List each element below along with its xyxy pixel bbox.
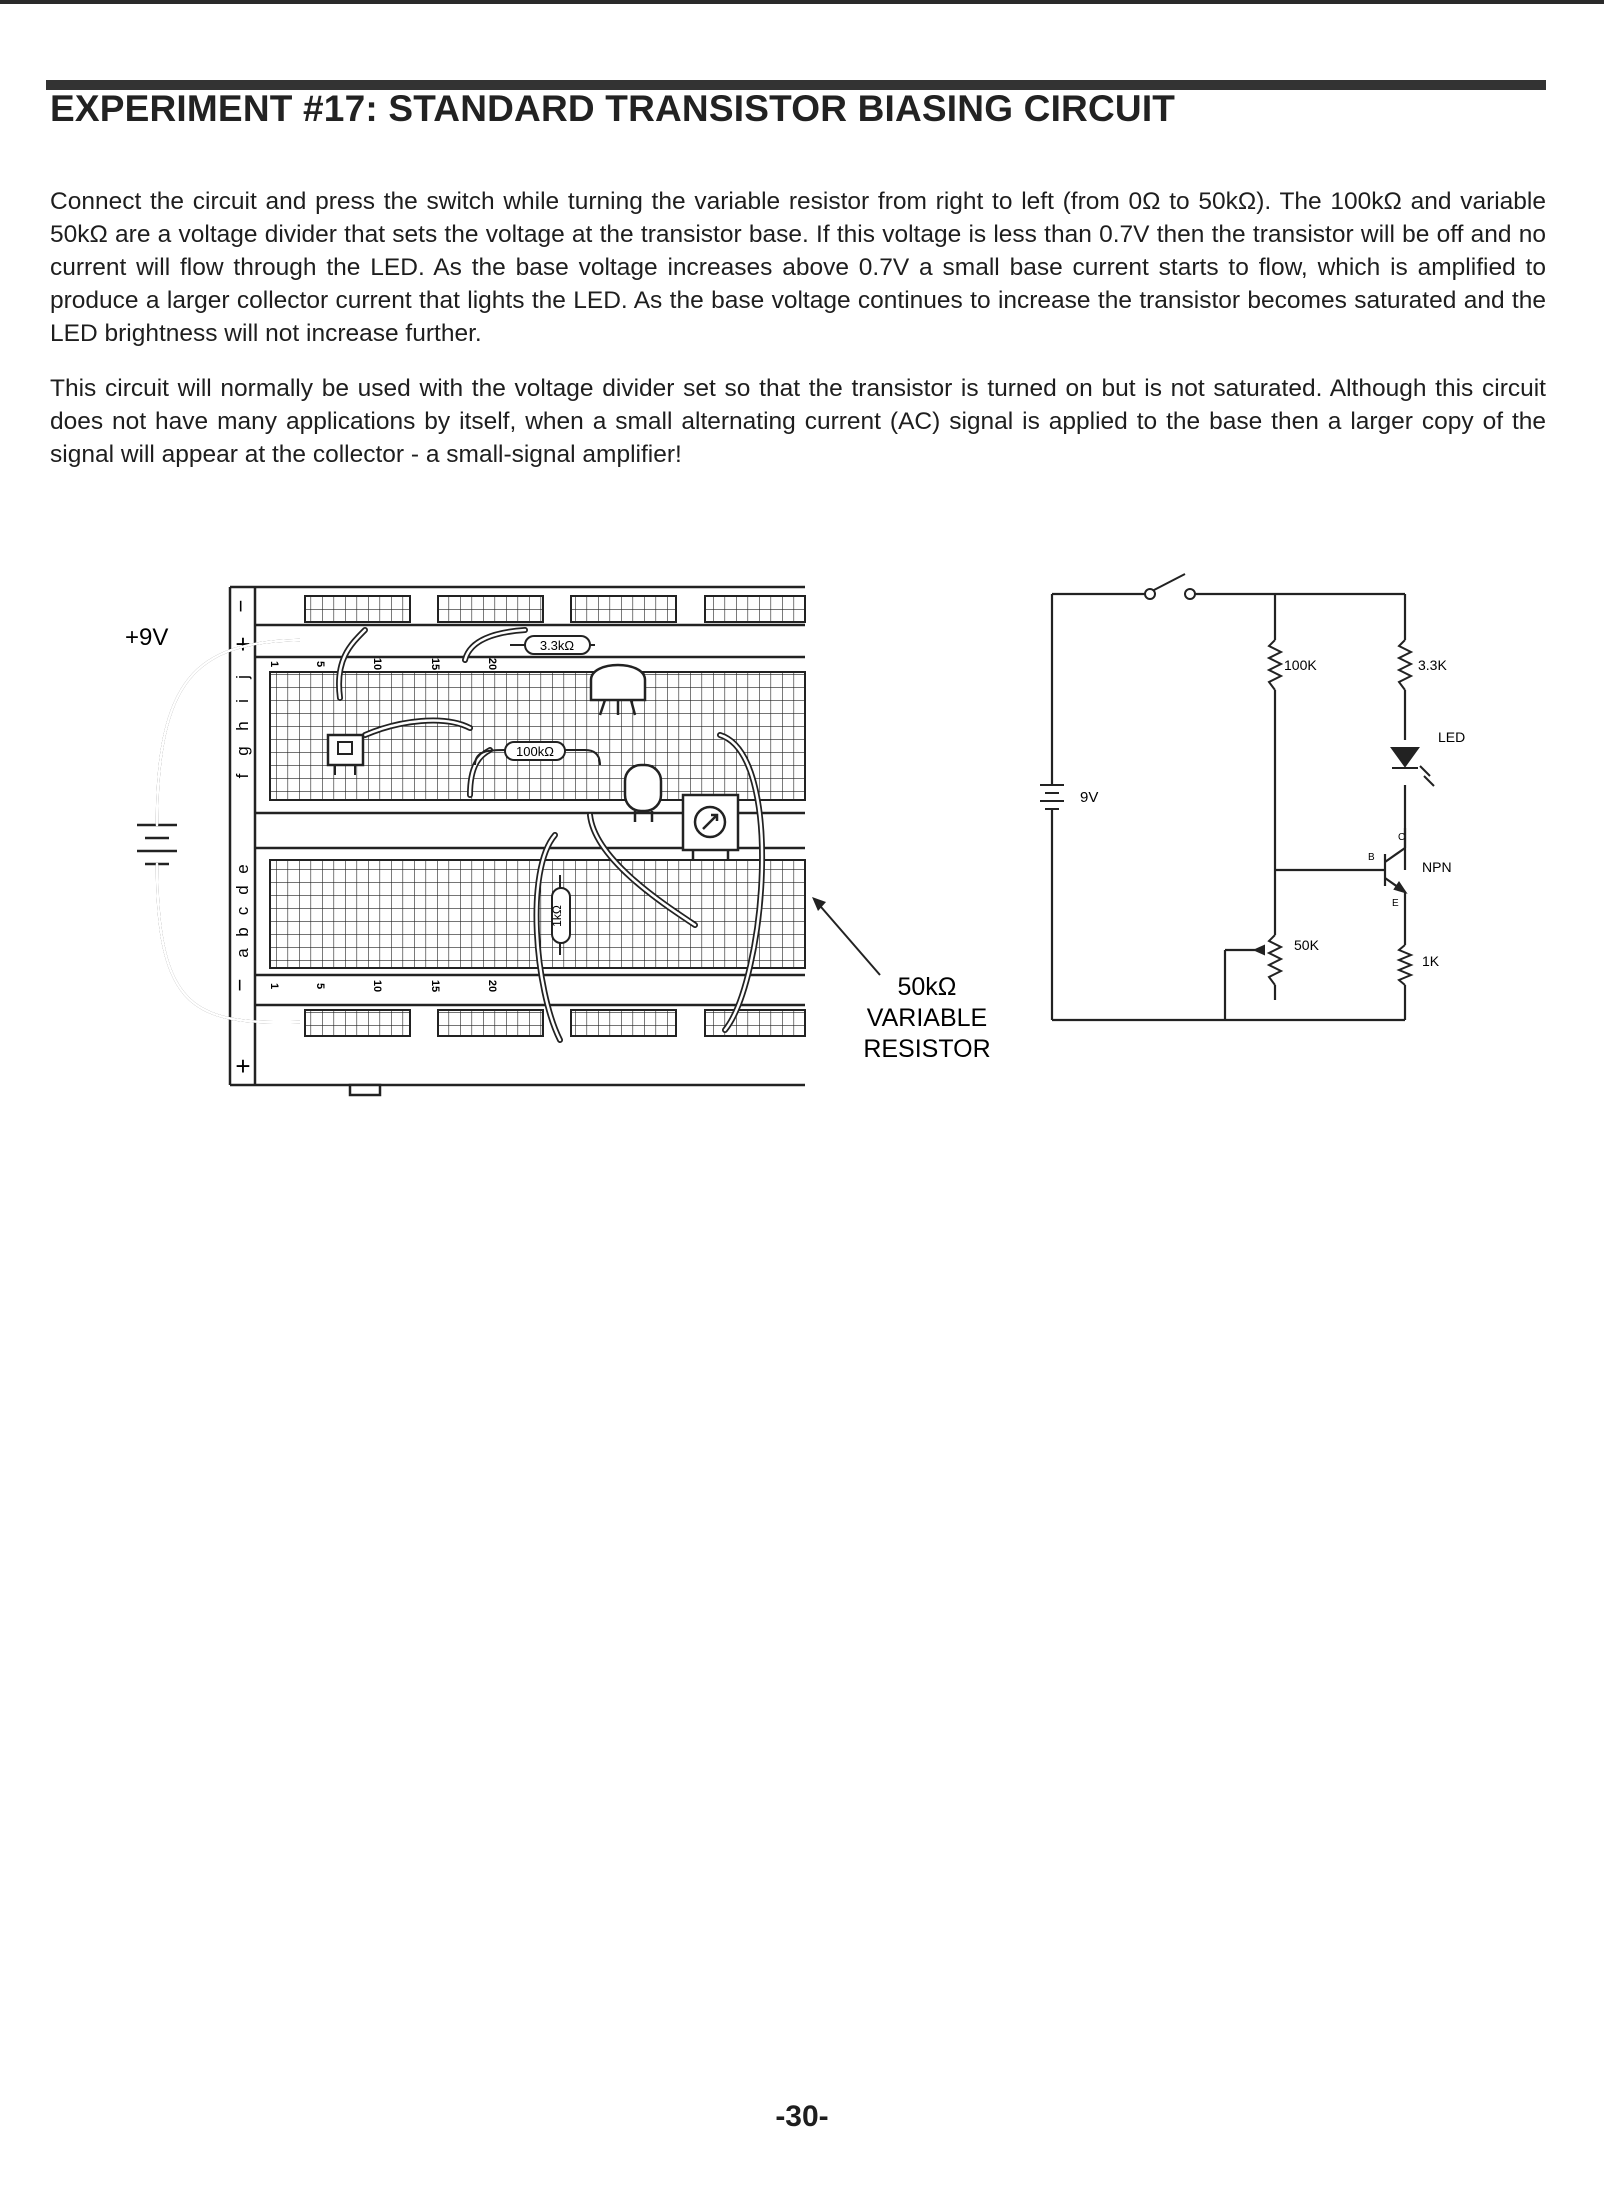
page-number: -30-: [775, 2100, 829, 2133]
schematic-wires: [1052, 594, 1405, 1020]
resistor-100k-label: 100kΩ: [516, 744, 554, 759]
paragraph-usage: This circuit will normally be used with the voltage divider set so that the transistor is turned on but is not saturated. Although this circuit does not have many applications by itself, when a small alternating current (AC) signal is applied to the base then a larger copy of the signal will appear at the collector - a small-signal amplifier!: [50, 374, 1546, 468]
top-power-rail: [305, 596, 805, 622]
schematic-label-1k: 1K: [1422, 953, 1440, 969]
schematic-battery: [1040, 785, 1064, 809]
schematic-diagram: [1040, 570, 1480, 1040]
schematic-label-9v: 9V: [1080, 789, 1099, 806]
schematic-resistor-3k3: [1399, 640, 1411, 690]
row-label-d: d: [233, 885, 252, 895]
row-label-c: c: [233, 906, 252, 916]
column-number-1: 1: [268, 982, 280, 990]
column-number-20: 20: [486, 657, 498, 671]
callout-line2: RESISTOR: [863, 1035, 991, 1063]
column-number-20: 20: [486, 979, 498, 993]
paragraph-intro: Connect the circuit and press the switch while turning the variable resistor from right to left (from 0Ω to 50kΩ). The 100kΩ and variable 50kΩ are a voltage divider that sets the voltage at the transistor base. If this voltage is less than 0.7V then the transistor will be off and no current will flow through the LED. As the base voltage increases above 0.7V a small base current starts to flow, which is amplified to produce a larger collector current that lights the LED. As the base voltage continues to increase the transistor becomes saturated and the LED brightness will not increase further.: [50, 187, 1546, 347]
schematic-resistor-100k: [1269, 640, 1281, 690]
row-label-g: g: [233, 746, 252, 756]
column-numbers-bottom: [268, 980, 498, 992]
variable-resistor-callout: [812, 897, 991, 1063]
resistor-3k3: [510, 636, 595, 654]
column-number-10: 10: [371, 979, 383, 993]
callout-value: 50kΩ: [897, 973, 957, 1001]
schematic-label-b: B: [1368, 852, 1375, 863]
row-label-i: i: [233, 699, 252, 703]
column-number-15: 15: [429, 979, 441, 993]
column-number-10: 10: [371, 657, 383, 671]
row-label-h: h: [233, 721, 252, 731]
schematic-label-3k3: 3.3K: [1418, 657, 1447, 673]
schematic-label-led: LED: [1438, 729, 1466, 745]
schematic-label-e: E: [1392, 898, 1399, 909]
schematic-label-100k: 100K: [1284, 657, 1317, 673]
row-label-a: a: [233, 948, 252, 958]
schematic-resistor-1k: [1399, 945, 1411, 985]
schematic-switch: [1145, 574, 1195, 599]
rail-minus-top: −: [228, 599, 253, 613]
row-label-f: f: [233, 773, 252, 779]
row-label-e: e: [233, 864, 252, 874]
schematic-pot-50k: [1255, 935, 1281, 985]
schematic-label-c: C: [1398, 832, 1406, 843]
rail-plus-top: +: [235, 629, 251, 659]
schematic-label-50k: 50K: [1294, 937, 1319, 953]
row-label-b: b: [233, 927, 252, 937]
column-number-5: 5: [314, 982, 326, 990]
column-number-15: 15: [429, 657, 441, 671]
experiment-title: EXPERIMENT #17: STANDARD TRANSISTOR BIASING CIRCUIT: [50, 88, 1176, 129]
column-number-1: 1: [268, 660, 280, 668]
callout-line1: VARIABLE: [866, 1004, 988, 1032]
rail-plus-bottom: +: [235, 1051, 251, 1081]
row-label-j: j: [233, 675, 252, 679]
battery-label: +9V: [125, 624, 169, 651]
resistor-1k-label: 1kΩ: [550, 905, 564, 927]
schematic-label-npn: NPN: [1422, 859, 1452, 875]
column-number-5: 5: [314, 660, 326, 668]
top-edge-rule: [0, 0, 1604, 4]
row-labels: [233, 675, 252, 958]
resistor-3k3-label: 3.3kΩ: [539, 638, 575, 653]
breadboard-diagram: [115, 570, 1015, 1110]
rail-minus-bottom: −: [227, 978, 252, 992]
schematic-led: [1392, 748, 1434, 786]
variable-resistor: [683, 795, 738, 860]
